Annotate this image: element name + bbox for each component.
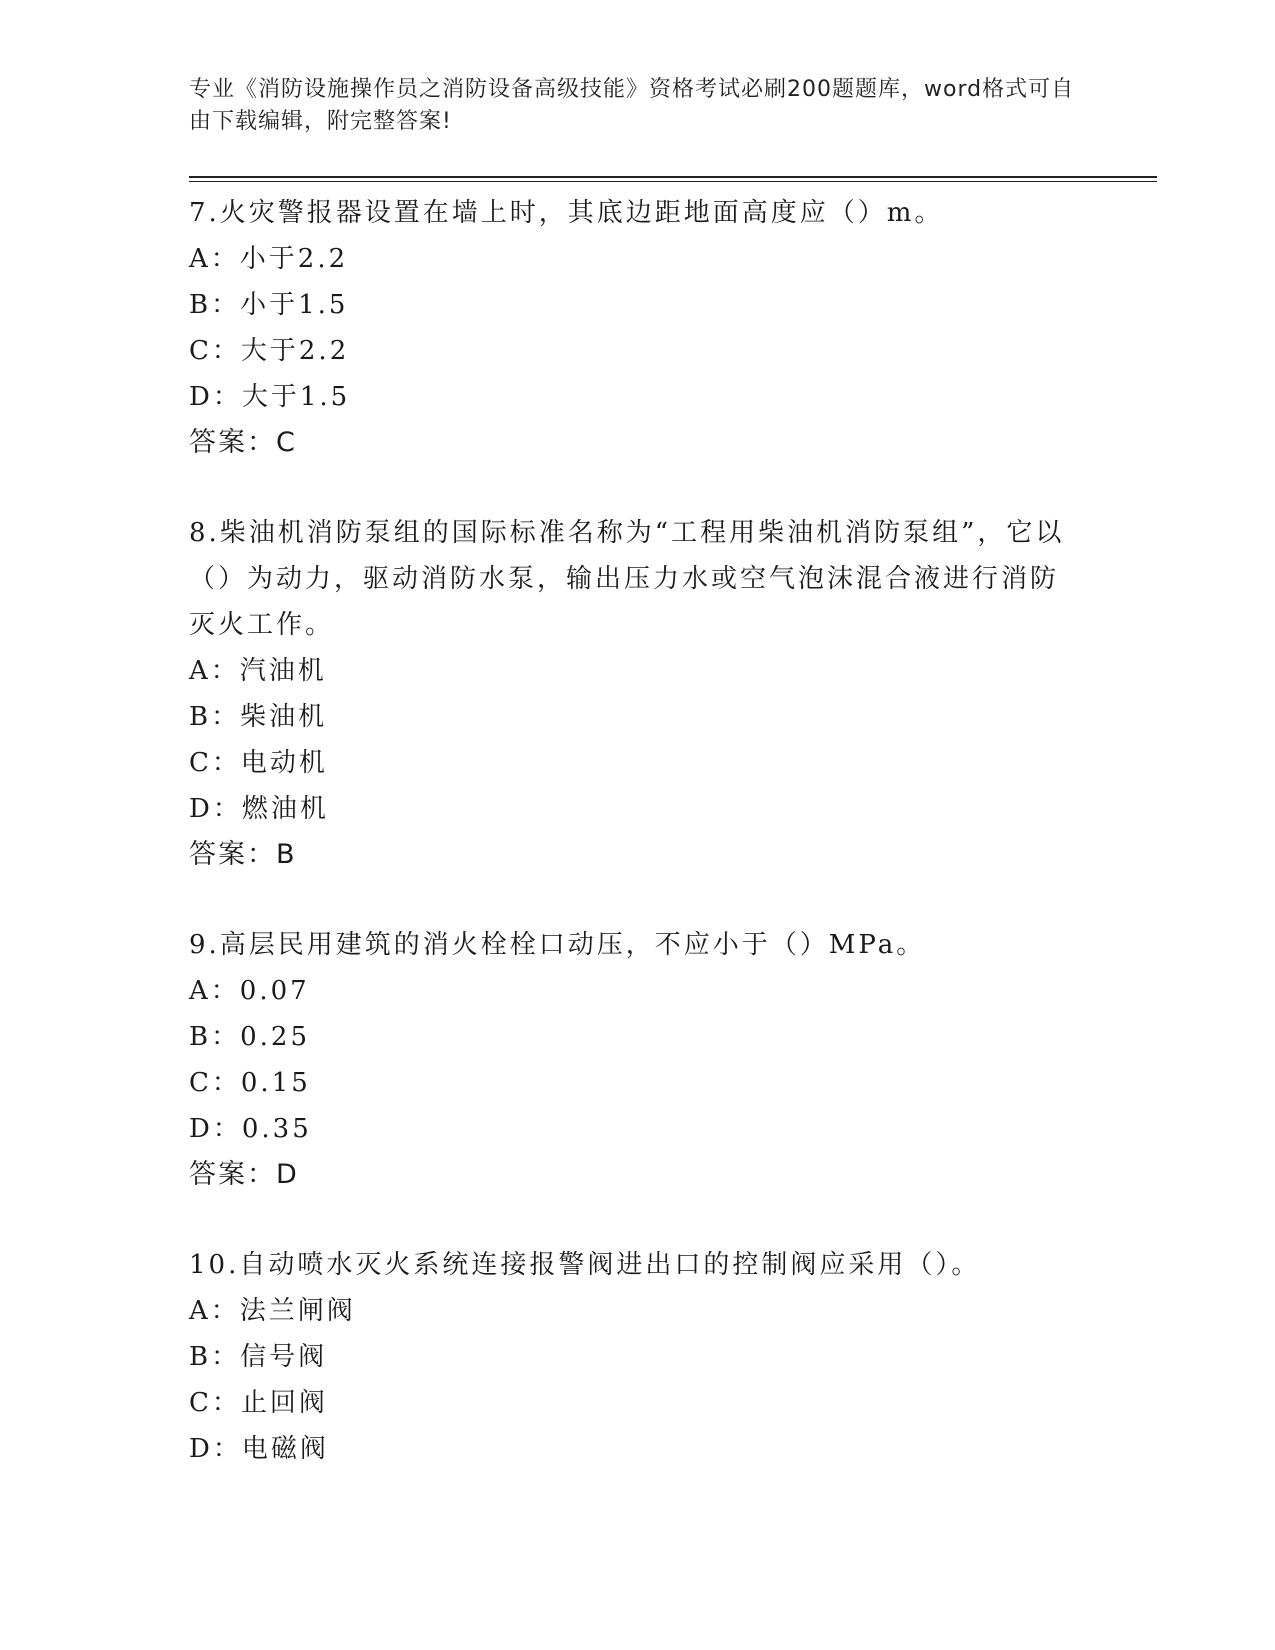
option-c: C：止回阀 <box>189 1388 328 1418</box>
option-d: D：电磁阀 <box>189 1434 329 1464</box>
question-text: 8.柴油机消防泵组的国际标准名称为“工程用柴油机消防泵组”，它以（）为动力，驱动消防水泵，输出压力水或空气泡沫混合液进行消防灭火工作。 <box>189 518 1065 640</box>
question-text: 10.自动喷水灭火系统连接报警阀进出口的控制阀应采用（）。 <box>189 1250 981 1280</box>
question-10 <box>189 1242 1079 1472</box>
question-text: 9.高层民用建筑的消火栓栓口动压，不应小于（）MPa。 <box>189 930 926 960</box>
option-a: A：0.07 <box>189 976 310 1006</box>
option-b: B：小于1.5 <box>189 290 349 320</box>
option-c: C：大于2.2 <box>189 336 350 366</box>
question-9 <box>189 922 1079 1198</box>
answer-line: 答案：D <box>189 1159 299 1190</box>
header-rule-thick <box>189 176 1157 178</box>
option-d: D：大于1.5 <box>189 382 351 412</box>
option-c: C：电动机 <box>189 748 328 778</box>
option-a: A：小于2.2 <box>189 244 349 274</box>
document-header: 专业《消防设施操作员之消防设备高级技能》资格考试必刷200题题库，word格式可自由下载编辑，附完整答案! <box>189 77 1075 134</box>
question-8 <box>189 510 1079 878</box>
option-d: D：0.35 <box>189 1114 312 1144</box>
question-text: 7.火灾警报器设置在墙上时，其底边距地面高度应（）m。 <box>189 198 944 228</box>
question-list <box>189 190 1079 1516</box>
option-a: A：法兰闸阀 <box>189 1296 356 1326</box>
option-b: B：柴油机 <box>189 702 328 732</box>
option-d: D：燃油机 <box>189 794 329 824</box>
header-rule-thin <box>189 181 1157 182</box>
answer-line: 答案：B <box>189 839 297 870</box>
option-c: C：0.15 <box>189 1068 311 1098</box>
question-7 <box>189 190 1079 466</box>
option-b: B：信号阀 <box>189 1342 328 1372</box>
answer-line: 答案：C <box>189 427 297 458</box>
option-b: B：0.25 <box>189 1022 310 1052</box>
option-a: A：汽油机 <box>189 656 327 686</box>
